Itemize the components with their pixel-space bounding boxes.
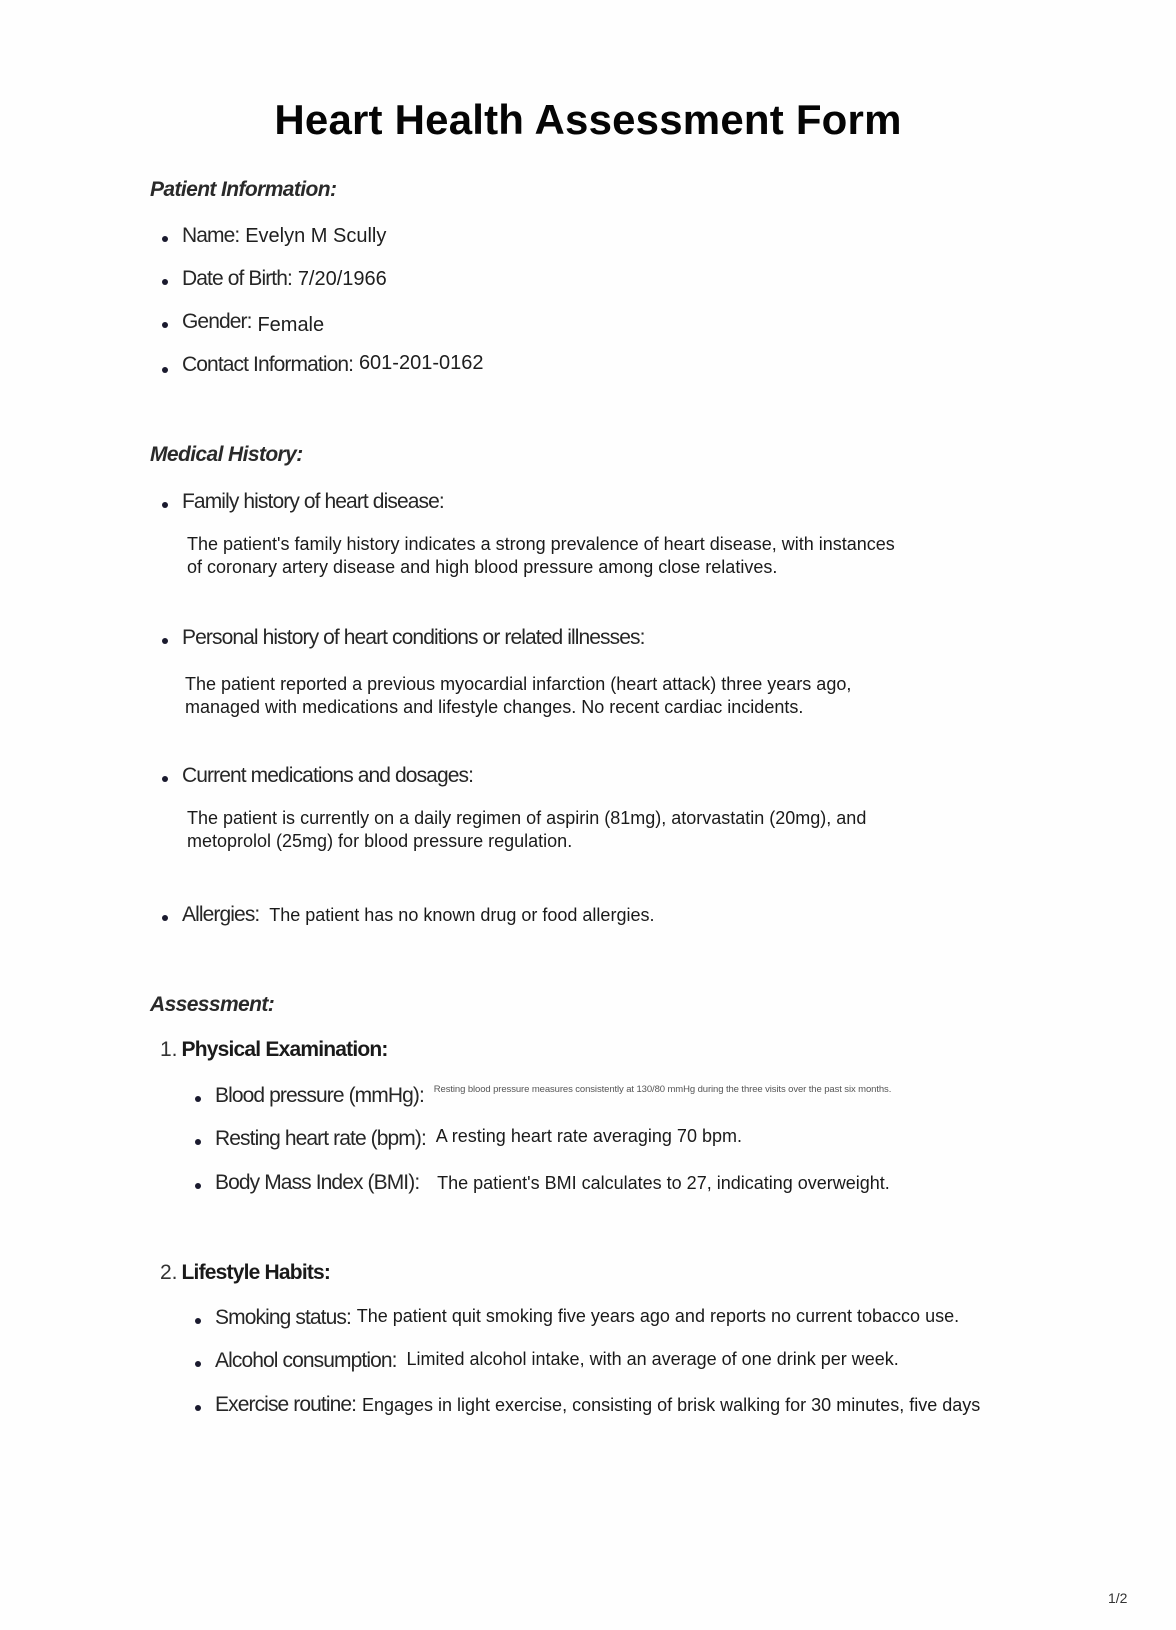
field-label: Date of Birth:: [182, 267, 292, 290]
medications-text: [187, 807, 866, 853]
exercise-routine-label: Exercise routine:: [215, 1393, 357, 1416]
bmi-value: The patient's BMI calculates to 27, indicating overweight.: [437, 1173, 890, 1193]
personal-history-label: Personal history of heart conditions or related illnesses:: [182, 626, 645, 649]
patient-information-heading: Patient Information:: [150, 178, 337, 201]
bullet-icon: [162, 502, 168, 508]
physical-examination-title: Physical Examination:: [181, 1038, 388, 1061]
smoking-status-label: Smoking status:: [215, 1306, 351, 1329]
list-number: 1.: [160, 1038, 178, 1061]
exercise-routine-item: [215, 1393, 980, 1417]
lifestyle-habits-title: Lifestyle Habits:: [181, 1261, 331, 1284]
physical-examination-heading: [160, 1038, 388, 1062]
assessment-heading: Assessment:: [150, 993, 275, 1016]
bullet-icon: [162, 367, 168, 373]
document-title: Heart Health Assessment Form: [274, 96, 902, 143]
lifestyle-habits-heading: [160, 1261, 330, 1285]
smoking-status-value: The patient quit smoking five years ago and reports no current tobacco use.: [356, 1306, 960, 1326]
bullet-icon: [162, 776, 168, 782]
alcohol-consumption-label: Alcohol consumption:: [215, 1349, 397, 1372]
bullet-icon: [162, 279, 168, 285]
list-number: 2.: [160, 1261, 178, 1284]
smoking-status-item: [215, 1306, 959, 1330]
text-line: The patient reported a previous myocardial infarction (heart attack) three years ago,: [185, 674, 852, 694]
family-history-label: Family history of heart disease:: [182, 490, 444, 513]
text-line: managed with medications and lifestyle changes. No recent cardiac incidents.: [185, 697, 804, 717]
contact-information-value: 601-201-0162: [358, 352, 484, 374]
allergies-item: [182, 903, 654, 927]
gender-value: Female: [257, 314, 325, 336]
medical-history-heading: Medical History:: [150, 443, 303, 466]
bullet-icon: [195, 1139, 201, 1145]
text-line: of coronary artery disease and high blood pressure among close relatives.: [187, 557, 778, 577]
allergies-label: Allergies:: [182, 903, 260, 926]
medications-label: Current medications and dosages:: [182, 764, 474, 787]
date-of-birth-value: 7/20/1966: [297, 268, 387, 290]
gender-field: [182, 310, 324, 334]
bullet-icon: [162, 915, 168, 921]
bullet-icon: [195, 1361, 201, 1367]
contact-information-field: [182, 353, 484, 377]
blood-pressure-label: Blood pressure (mmHg):: [215, 1084, 424, 1107]
blood-pressure-value: Resting blood pressure measures consistently at 130/80 mmHg during the three visits over the past six months.: [433, 1084, 892, 1095]
bullet-icon: [195, 1096, 201, 1102]
text-line: The patient is currently on a daily regimen of aspirin (81mg), atorvastatin (20mg), and: [187, 808, 867, 828]
personal-history-text: [185, 673, 851, 719]
text-line: The patient's family history indicates a strong prevalence of heart disease, with instances: [187, 534, 895, 554]
patient-name-value: Evelyn M Scully: [245, 225, 387, 247]
exercise-routine-value: Engages in light exercise, consisting of brisk walking for 30 minutes, five days: [361, 1395, 981, 1415]
bullet-icon: [162, 638, 168, 644]
personal-history-item: [182, 626, 645, 650]
bullet-icon: [195, 1318, 201, 1324]
alcohol-consumption-item: [215, 1349, 899, 1373]
bullet-icon: [195, 1405, 201, 1411]
resting-heart-rate-item: [215, 1127, 742, 1151]
bmi-item: [215, 1171, 890, 1195]
date-of-birth-field: [182, 267, 387, 291]
alcohol-consumption-value: Limited alcohol intake, with an average of one drink per week.: [406, 1349, 899, 1369]
resting-heart-rate-label: Resting heart rate (bpm):: [215, 1127, 426, 1150]
allergies-value: The patient has no known drug or food allergies.: [269, 905, 655, 925]
family-history-item: [182, 490, 444, 514]
page-number: 1/2: [1108, 1590, 1128, 1606]
medications-item: [182, 764, 473, 788]
bullet-icon: [162, 236, 168, 242]
family-history-text: [187, 533, 895, 579]
field-label: Contact Information:: [182, 353, 354, 376]
bullet-icon: [195, 1183, 201, 1189]
blood-pressure-item: [215, 1084, 891, 1108]
bullet-icon: [162, 322, 168, 328]
text-line: metoprolol (25mg) for blood pressure regulation.: [187, 831, 573, 851]
bmi-label: Body Mass Index (BMI):: [215, 1171, 420, 1194]
resting-heart-rate-value: A resting heart rate averaging 70 bpm.: [435, 1126, 742, 1146]
field-label: Name:: [182, 224, 240, 247]
field-label: Gender:: [182, 310, 252, 333]
patient-name-field: [182, 224, 386, 248]
